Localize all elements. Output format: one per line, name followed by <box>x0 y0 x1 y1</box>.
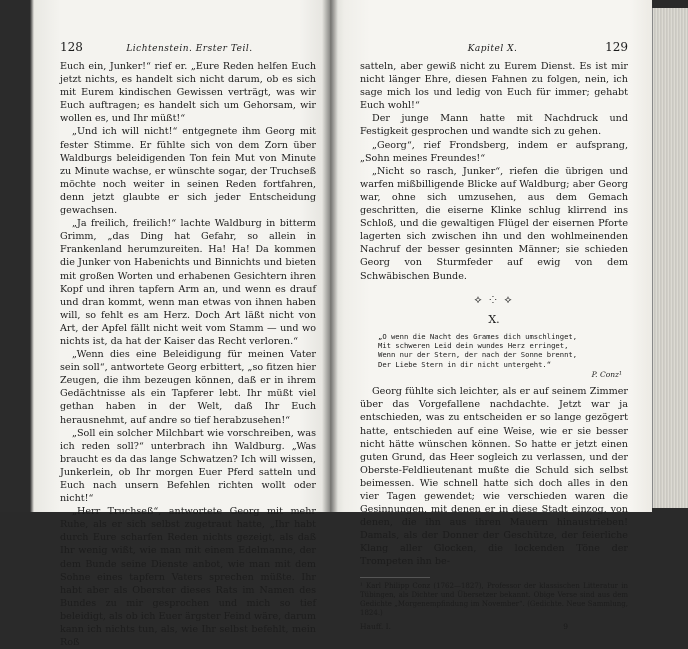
right-page <box>330 0 652 632</box>
motto-line: Mit schweren Leid dein wundes Herz erringet, <box>378 341 569 350</box>
chapter-number: X. <box>488 312 500 326</box>
section-ornament: ⟡ ⁘ ⟡ <box>474 292 514 306</box>
left-page <box>0 0 330 649</box>
paragraph: „Wenn dies eine Beleidigung für meinen Vater sein soll“, antwortete Georg erbittert, „so fitzen hier Zeugen, die ihm bezeugen können, daß er in ihrem Gedächtnisse als ein Tapferer lebt. Ihr müßt viel gethan haben in der Welt, daß Ihr Euch herausnehmt, auf andre so tief herabzusehen!“ <box>60 349 316 426</box>
right-running-head <box>360 40 628 56</box>
chapter-motto <box>378 332 628 370</box>
motto-author: P. Conz¹ <box>591 370 622 380</box>
left-running-head <box>60 40 316 56</box>
left-page-number: 128 <box>60 40 83 54</box>
right-body-text <box>360 60 628 283</box>
paragraph: Georg fühlte sich leichter, als er auf seinem Zimmer über das Vorgefallene nachdachte. Jetzt war ja entschieden, was zu entscheiden er so lange gezögert hatte, entschieden auf eine Weise, wie er sie besser nicht hätte wünschen können. So hatte er jetzt einen guten Grund, das Heer sogleich zu verlassen, und der Oberste-Feldlieutenant mußte die Schuld sich selbst beimessen. Wie schnell hatte sich doch alles in den vier Tagen gewendet; wie verschieden waren die Gesinnungen, mit denen er in diese Stadt einzog, von denen, die ihn aus ihren Mauern hinaustrieben! Damals, als der Donner der Geschütze, der feierliche Klang aller Glocken, die lockenden Töne der Trompeten ihn be- <box>360 386 628 568</box>
signature-number: 9 <box>563 622 568 632</box>
motto-line: Der Liebe Stern in dir nicht untergeht.“ <box>378 359 552 369</box>
paragraph: Der junge Mann hatte mit Nachdruck und Festigkeit gesprochen und wandte sich zu gehen. <box>360 113 628 138</box>
footnote-rule <box>360 577 430 578</box>
paragraph: „Herr Truchseß“, antwortete Georg mit mehr Ruhe, als er sich selbst zugetraut hatte, „Ihr habt durch Eure scharfen Reden nichts gezeigt, als daß Ihr wenig wißt, wie man mit einem Edelmanne, der dem Bunde seine Dienste anbot, wie man mit dem Sohne eines tapfern Vaters sprechen müßte. Ihr habt aber als Oberster dieses Rats im Namen des Bundes zu mir gesprochen und mich so tief beleidigt, als ob ich Euer ärgster Feind wäre, darum kann ich nichts tun, als, wie Ihr selbst befehlt, mein Roß <box>60 506 316 649</box>
right-page-number: 129 <box>605 40 628 54</box>
left-running-title: Lichtenstein. Erster Teil. <box>126 44 253 54</box>
paragraph: „Georg“, rief Frondsberg, indem er aufsprang, „Sohn meines Freundes!“ <box>360 139 628 164</box>
motto-line: „O wenn die Nacht des Grames dich umschlinget, <box>378 331 578 341</box>
chapter-body-text <box>360 385 628 568</box>
left-body-text <box>60 60 316 649</box>
paragraph: „Soll ein solcher Milchbart wie vorschreiben, was ich reden soll?“ unterbrach ihn Waldburg. „Was braucht es da das lange Schwatzen? Ich will wissen, Junkerlein, ob Ihr morgen Euer Pferd satteln und Euch nach unsern Befehlen richten wollt oder nicht!“ <box>60 427 316 505</box>
paragraph: „Ja freilich, freilich!“ lachte Waldburg in bitterm Grimm, „das Ding hat Gefahr, so allein in Frankenland herumzureiten. Ha! Ha! Da kommen die Junker von Habenichts und Binnichts und bieten mit großen Worten und erhabenen Gesichtern ihren Kopf und ihren tapfern Arm an, und wenn es drauf und dran kommt, wenn man etwas von ihnen haben will, so fehlt es am Herz. Doch Art läßt nicht von Art, der Apfel fällt nicht weit vom Stamm — und wo nichts ist, da hat der Kaiser das Recht verloren.“ <box>60 218 316 347</box>
motto-line: Wenn nur der Stern, der nach der Sonne brennt, <box>378 350 578 360</box>
footnote: ¹ Karl Philipp Conz (1762—1827), Professor der klassischen Litteratur in Tübingen, als Dichter und Übersetzer bekannt. Obige Verse sind aus dem Gedichte „Morgenempfindung im November“. (Gedichte. Neue Sammlung, 1824.) <box>360 581 628 618</box>
printer-signature <box>360 622 628 631</box>
paragraph: Euch ein, Junker!“ rief er. „Eure Reden helfen Euch jetzt nichts, es handelt sich nicht darum, ob es sich mit Eurem kindischen Gewissen verträgt, was wir Euch auftragen; es handelt sich um Gehorsam, wir wollen es, und Ihr müßt!“ <box>60 61 316 125</box>
paragraph: „Und ich will nicht!“ entgegnete ihm Georg mit fester Stimme. Er fühlte sich von dem Zorn über Waldburgs beleidigenden Ton fein Mut von Minute zu Minute wachse, er wünschte sogar, der Truchseß möchte noch weiter in seinen Reden fortfahren, denn jetzt glaubte er sich jeder Entscheidung gewachsen. <box>60 126 316 217</box>
signature-label: Hauff. I. <box>360 622 392 632</box>
page-edges <box>652 8 688 508</box>
paragraph: satteln, aber gewiß nicht zu Eurem Dienst. Es ist mir nicht länger Ehre, diesen Fahnen zu folgen, nein, ich sage mich los und ledig von Euch für immer; gehabt Euch wohl!“ <box>360 61 628 112</box>
right-running-title: Kapitel X. <box>467 44 518 54</box>
paragraph: „Nicht so rasch, Junker“, riefen die übrigen und warfen mißbilligende Blicke auf Waldburg; aber Georg war, ohne sich umzusehen, aus dem Gemach geschritten, die eiserne Klinke schlug klirrend ins Schloß, und die gewaltigen Flügel der eisernen Pforte lagerten sich zwischen ihn und den wohlmeinenden Nachruf der besser gesinnten Männer; sie schieden Georg von Sturmfeder auf ewig von dem Schwäbischen Bunde. <box>360 165 628 282</box>
book-gutter <box>322 0 338 512</box>
